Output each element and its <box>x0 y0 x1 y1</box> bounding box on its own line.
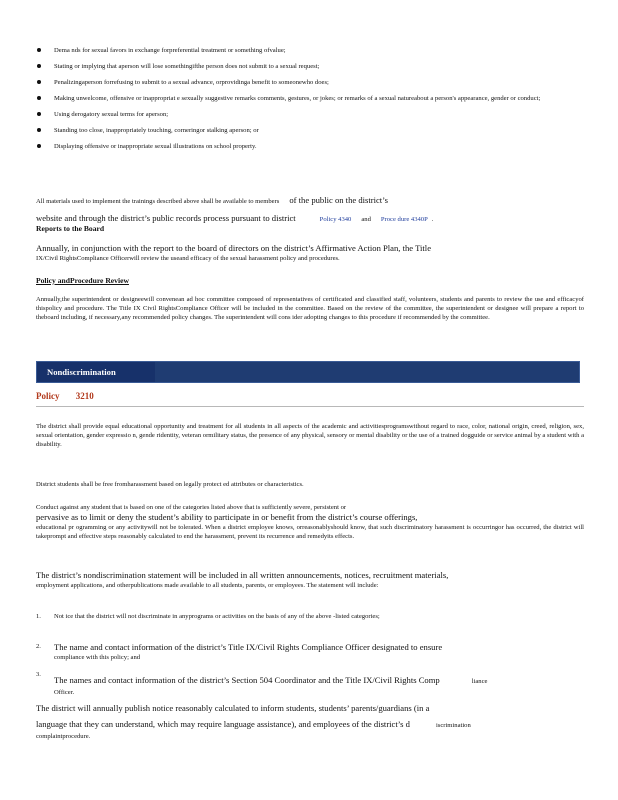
list-item: Standing too close, inappropriately touching, corneringor stalking aperson; or <box>36 126 584 135</box>
list-item: Stating or implying that aperson will lose somethingifthe person does not submit to a sexual request; <box>36 62 584 71</box>
procedure-4340p-link[interactable]: Proce dure 4340P <box>380 216 428 223</box>
nondiscrimination-paragraph-4 <box>36 570 584 590</box>
reports-line-2: IX/Civil RightsCompliance Officerwill review the useand efficacy of the sexual harassment policy and procedures. <box>36 255 340 262</box>
nondiscrimination-paragraph-3 <box>36 503 584 541</box>
item-text-small: compliance with this policy; and <box>54 654 141 661</box>
nondiscrimination-paragraph-1: The district shall provide equal educational opportunity and treatment for all students in all aspects of the academic and activitiesprogramswithout regard to race, color, national origin, creed, religion, sex, sexual orientation, gender expressio n, gende ridentity, veteran ormilitary status, the presence of any physical, sensory or mental disability or the use of a trained dogguide or service animal by a student with a disability. <box>36 423 584 448</box>
list-item: Using derogatory sexual terms for aperson; <box>36 110 584 119</box>
p3-line-2: pervasive as to limit or deny the student’s ability to participate in or benefit from the district’s course offerings, <box>36 512 418 522</box>
item-number: 2. <box>36 643 41 650</box>
nondiscrimination-banner <box>36 361 580 383</box>
closing-paragraph <box>36 703 584 741</box>
list-item: Dema nds for sexual favors in exchange forpreferential treatment or something ofvalue; <box>36 46 584 55</box>
policy-4340-link[interactable]: Policy 4340 <box>319 216 352 223</box>
item-number: 1. <box>36 613 41 620</box>
item-text: Not ice that the district will not discriminate in anyprograms or activities on the basis of any of the above -listed categories; <box>54 613 380 620</box>
policy-number: 3210 <box>75 391 94 401</box>
harassment-examples-list <box>36 46 584 158</box>
period: . <box>431 216 434 223</box>
banner-title: Nondiscrimination <box>47 367 116 377</box>
section-divider <box>36 406 584 407</box>
p3-rest: educational pr ogramming or any activitywill not be tolerated. When a district employee knows, orreasonablyshould know, that such discriminatory harassment is occurringor has occurred, the district will takeprompt and effective steps reasonably calculated to end the harassment, prevent its recurrence and remedyits effects. <box>36 524 584 540</box>
review-heading: Policy andProcedure Review <box>36 276 129 285</box>
nondiscrimination-paragraph-2: District students shall be free fromharassment based on legally protect ed attributes or characteristics. <box>36 481 304 488</box>
closing-tail: iscrimination <box>435 722 471 729</box>
materials-paragraph <box>36 190 584 226</box>
materials-line-2: website and through the district’s public records process pursuant to district <box>36 213 296 223</box>
closing-line-2: language that they can understand, which may require language assistance), and employees of the district’s d <box>36 719 410 729</box>
list-item: Making unwelcome, offensive or inappropriat e sexually suggestive remarks comments, gestures, or jokes; or remarks of a sexual natureabout a person's appearance, gender or conduct; <box>36 94 584 103</box>
review-paragraph: Annually,the superintendent or designeewill convenean ad hoc committee composed of representatives of certificated and classified staff, volunteers, students and parents to review the use and efficacyof thispolicy and procedure. The Title IX Civil RightsCompliance Officer will be included in the committee. Based on the review of the committee, the superintendent or designee will prepare a report to theboard including, if necessary,any recommended policy changes. The superintendent will cons ider adopting changes to this procedure if recommended by the committee. <box>36 296 584 321</box>
item-text-large: The name and contact information of the district’s Title IX/Civil Rights Compliance Officer designated to ensure <box>54 642 443 652</box>
reports-line-1: Annually, in conjunction with the report to the board of directors on the district’s Affirmative Action Plan, the Title <box>36 243 432 253</box>
item-text-small: Officer. <box>54 689 75 696</box>
closing-line-1: The district will annually publish notice reasonably calculated to inform students, students’ parents/guardians (in a <box>36 703 430 713</box>
list-item: Displaying offensive or inappropriate sexual illustrations on school property. <box>36 142 584 151</box>
closing-line-3: complaintprocedure. <box>36 733 91 740</box>
materials-text-small: All materials used to implement the trainings described above shall be available to members <box>36 198 280 205</box>
and-word: and <box>361 216 371 223</box>
item-text-large: The names and contact information of the district’s Section 504 Coordinator and the Title IX/Civil Rights Comp <box>54 675 440 685</box>
materials-text-large: of the public on the district’s <box>289 195 388 205</box>
policy-number-heading <box>36 391 94 401</box>
reports-heading: Reports to the Board <box>36 224 105 233</box>
item-number: 3. <box>36 671 41 678</box>
list-item: Penalizingaperson forrefusing to submit to a sexual advance, orprovidinga benefit to someonewho does; <box>36 78 584 87</box>
p3-line-1: Conduct against any student that is based on one of the categories listed above that is sufficiently severe, persistent or <box>36 504 347 511</box>
p4-rest: employment applications, and otherpublications made available to all students, parents, or employees. The statement will include: <box>36 582 379 589</box>
policy-label: Policy <box>36 391 60 401</box>
reports-paragraph <box>36 243 584 263</box>
p4-line-1: The district’s nondiscrimination statement will be included in all written announcements, notices, recruitment materials, <box>36 570 449 580</box>
item-text-tail: liance <box>471 678 488 685</box>
